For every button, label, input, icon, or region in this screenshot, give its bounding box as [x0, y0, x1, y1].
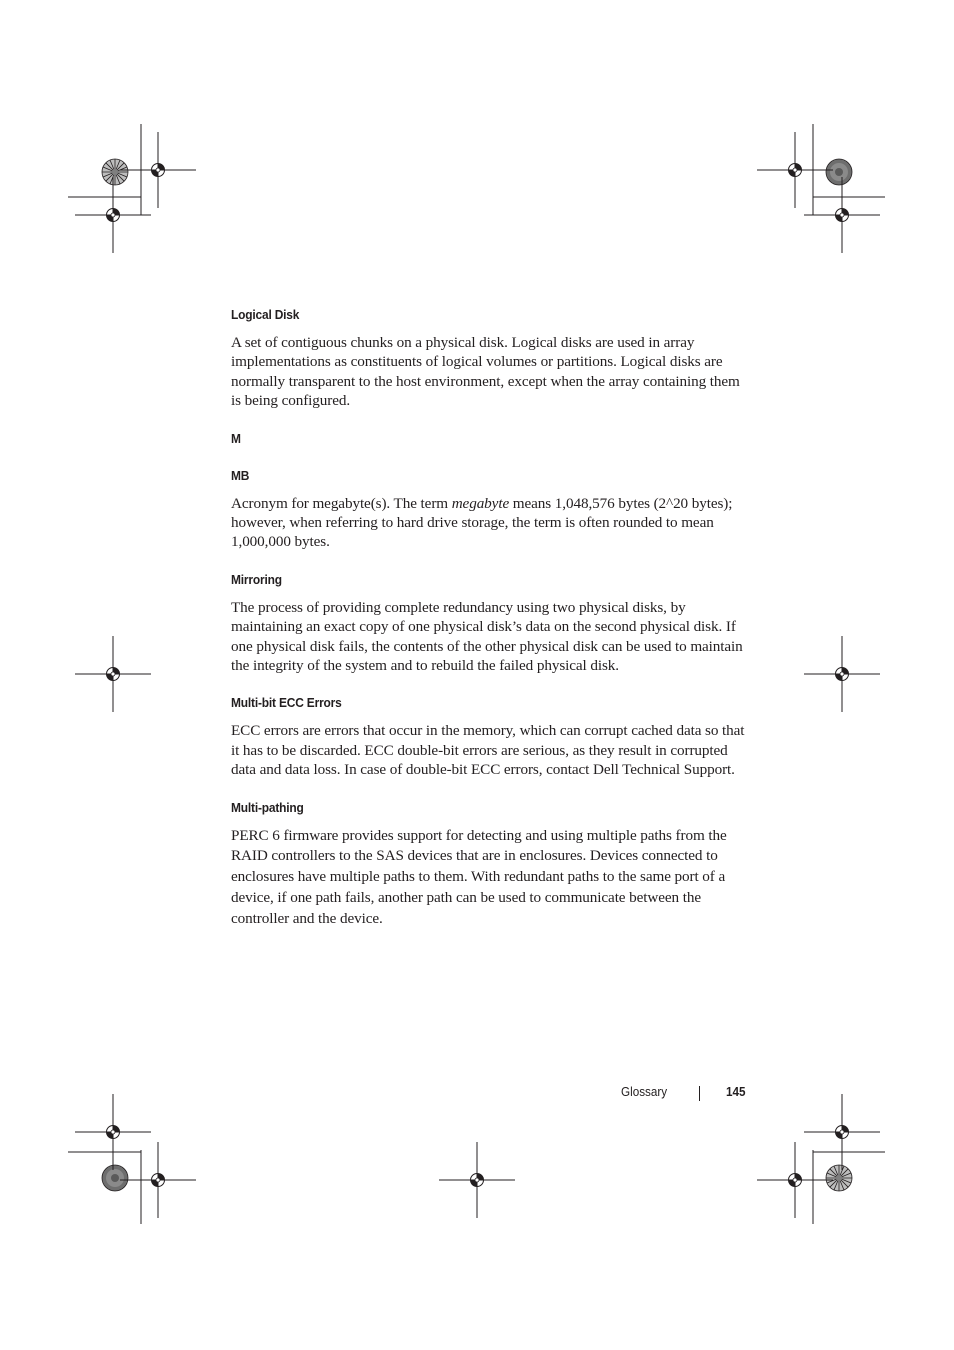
glossary-letter-heading: [231, 430, 747, 448]
glossary-term: MB: [231, 467, 250, 483]
glossary-entry-logical-disk: [231, 306, 747, 411]
registration-mark-icon: [757, 1142, 833, 1218]
glossary-term: Multi-pathing: [231, 799, 304, 815]
registration-mark-icon: [75, 177, 151, 253]
glossary-entry-mirroring: [231, 571, 747, 676]
glossary-definition: A set of contiguous chunks on a physical disk. Logical disks are used in array implementations as constituents of logical volumes or partitions. Logical disks are normally transparent to the host environment, except when the array containing them is being configured.: [231, 334, 740, 410]
color-target-icon: [102, 1165, 128, 1191]
glossary-term: Multi-bit ECC Errors: [231, 695, 342, 711]
page-number: 145: [726, 1084, 746, 1099]
registration-mark-icon: [804, 636, 880, 712]
definition-italic-term: megabyte: [451, 494, 510, 512]
glossary-term: Mirroring: [231, 571, 282, 587]
definition-text: means 1,048,576 bytes (2^20 bytes); however, when referring to hard drive storage, the term is often rounded to mean 1,000,000 bytes.: [231, 494, 733, 551]
glossary-term: Logical Disk: [231, 307, 300, 322]
registration-mark-icon: [439, 1142, 515, 1218]
letter-heading: M: [231, 430, 241, 446]
glossary-entry-mb: [231, 467, 747, 552]
registration-mark-icon: [75, 636, 151, 712]
color-target-icon: [826, 159, 852, 185]
glossary-definition: The process of providing complete redundancy using two physical disks, by maintaining an exact copy of one physical disk’s data on the second physical disk. If one physical disk fails, the contents of the other physical disk can be used to maintain the integrity of the system and to rebuild the failed physical disk.: [231, 598, 743, 675]
glossary-entry-multi-bit-ecc-errors: [231, 694, 747, 779]
glossary-definition: [231, 494, 747, 552]
registration-mark-icon: [120, 1142, 196, 1218]
glossary-definition: PERC 6 firmware provides support for detecting and using multiple paths from the RAID controllers to the SAS devices that are in enclosures. Devices connected to enclosures have multiple paths to them. With redundant paths to the same port of a device, if one path fails, another path can be used to communicate between the controller and the device.: [231, 826, 727, 927]
color-target-icon: [102, 159, 128, 185]
page-footer: [600, 1083, 750, 1103]
definition-text: Acronym for megabyte(s). The term: [231, 494, 452, 512]
glossary-definition: ECC errors are errors that occur in the memory, which can corrupt cached data so that it has to be discarded. ECC double-bit errors are serious, as they result in corrupted data and data loss. In case of double-bit ECC errors, contact Dell Technical Support.: [231, 722, 745, 779]
glossary-content: [231, 306, 747, 949]
registration-mark-icon: [75, 1094, 151, 1170]
registration-mark-icon: [804, 177, 880, 253]
footer-divider: [699, 1086, 700, 1101]
glossary-entry-multi-pathing: [231, 799, 747, 930]
color-target-icon: [826, 1165, 852, 1191]
footer-section-title: Glossary: [621, 1084, 668, 1099]
registration-mark-icon: [804, 1094, 880, 1170]
